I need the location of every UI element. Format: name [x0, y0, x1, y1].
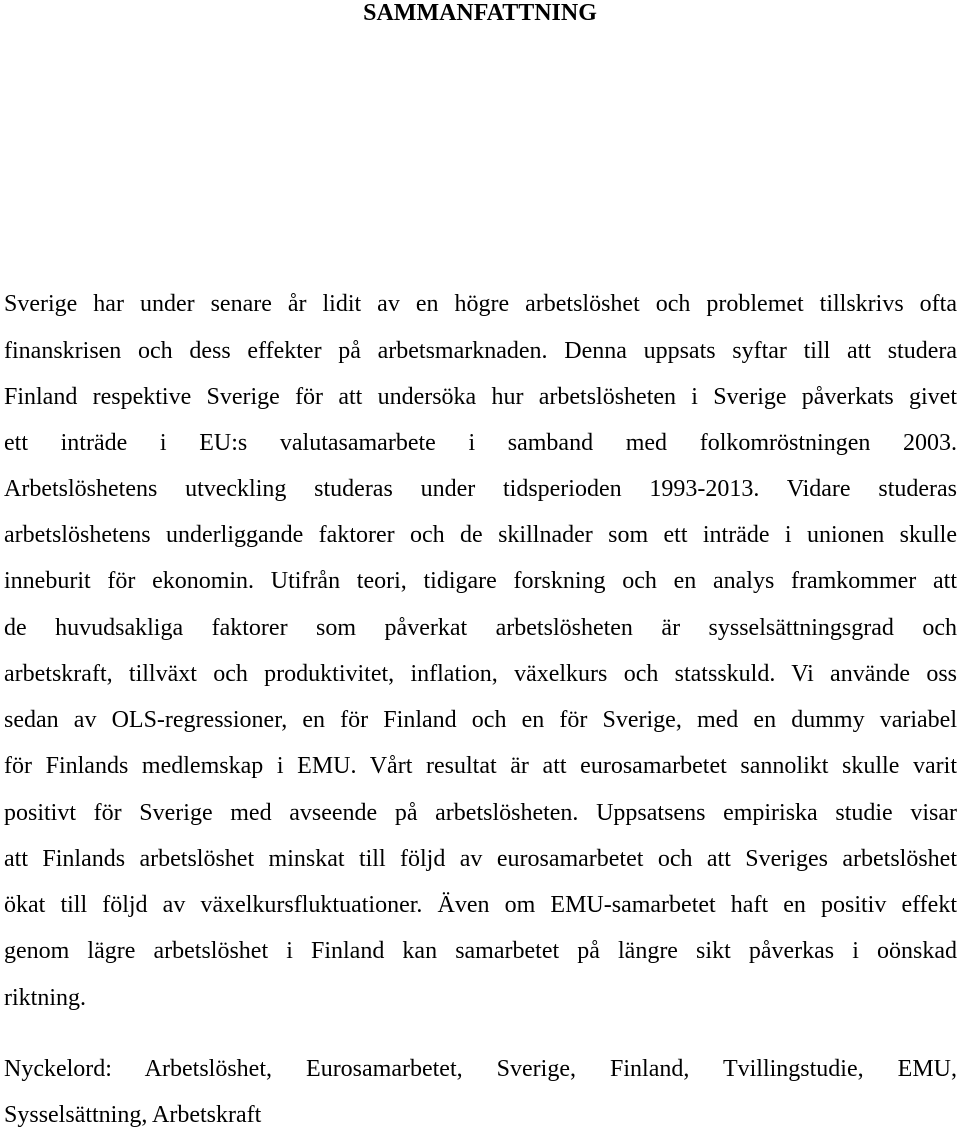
abstract-line: för Finlands medlemskap i EMU. Vårt resultat är att eurosamarbetet sannolikt skulle varit: [4, 753, 957, 779]
keywords-line: Sysselsättning, Arbetskraft: [4, 1102, 262, 1128]
page-title: SAMMANFATTNING: [363, 0, 597, 26]
abstract-line: Sverige har under senare år lidit av en högre arbetslöshet och problemet tillskrivs ofta: [4, 291, 957, 317]
abstract-line: finanskrisen och dess effekter på arbetsmarknaden. Denna uppsats syftar till att studera: [4, 338, 957, 364]
abstract-line: att Finlands arbetslöshet minskat till följd av eurosamarbetet och att Sveriges arbetslöshet: [4, 846, 957, 872]
abstract-line: riktning.: [4, 985, 86, 1011]
abstract-line: ökat till följd av växelkursfluktuationer. Även om EMU-samarbetet haft en positiv effekt: [4, 892, 957, 918]
abstract-line: arbetskraft, tillväxt och produktivitet, inflation, växelkurs och statsskuld. Vi använde oss: [4, 661, 957, 687]
abstract-line: arbetslöshetens underliggande faktorer och de skillnader som ett inträde i unionen skulle: [4, 522, 957, 548]
abstract-line: ett inträde i EU:s valutasamarbete i samband med folkomröstningen 2003.: [4, 430, 957, 456]
abstract-line: genom lägre arbetslöshet i Finland kan samarbetet på längre sikt påverkas i oönskad: [4, 938, 957, 964]
abstract-line: inneburit för ekonomin. Utifrån teori, tidigare forskning och en analys framkommer att: [4, 568, 957, 594]
abstract-line: positivt för Sverige med avseende på arbetslösheten. Uppsatsens empiriska studie visar: [4, 800, 957, 826]
abstract-line: de huvudsakliga faktorer som påverkat arbetslösheten är sysselsättningsgrad och: [4, 615, 957, 641]
abstract-line: Arbetslöshetens utveckling studeras under tidsperioden 1993-2013. Vidare studeras: [4, 476, 957, 502]
abstract-line: sedan av OLS-regressioner, en för Finland och en för Sverige, med en dummy variabel: [4, 707, 957, 733]
keywords-line: Nyckelord: Arbetslöshet, Eurosamarbetet, Sverige, Finland, Tvillingstudie, EMU,: [4, 1056, 957, 1082]
abstract-line: Finland respektive Sverige för att undersöka hur arbetslösheten i Sverige påverkats givet: [4, 384, 957, 410]
